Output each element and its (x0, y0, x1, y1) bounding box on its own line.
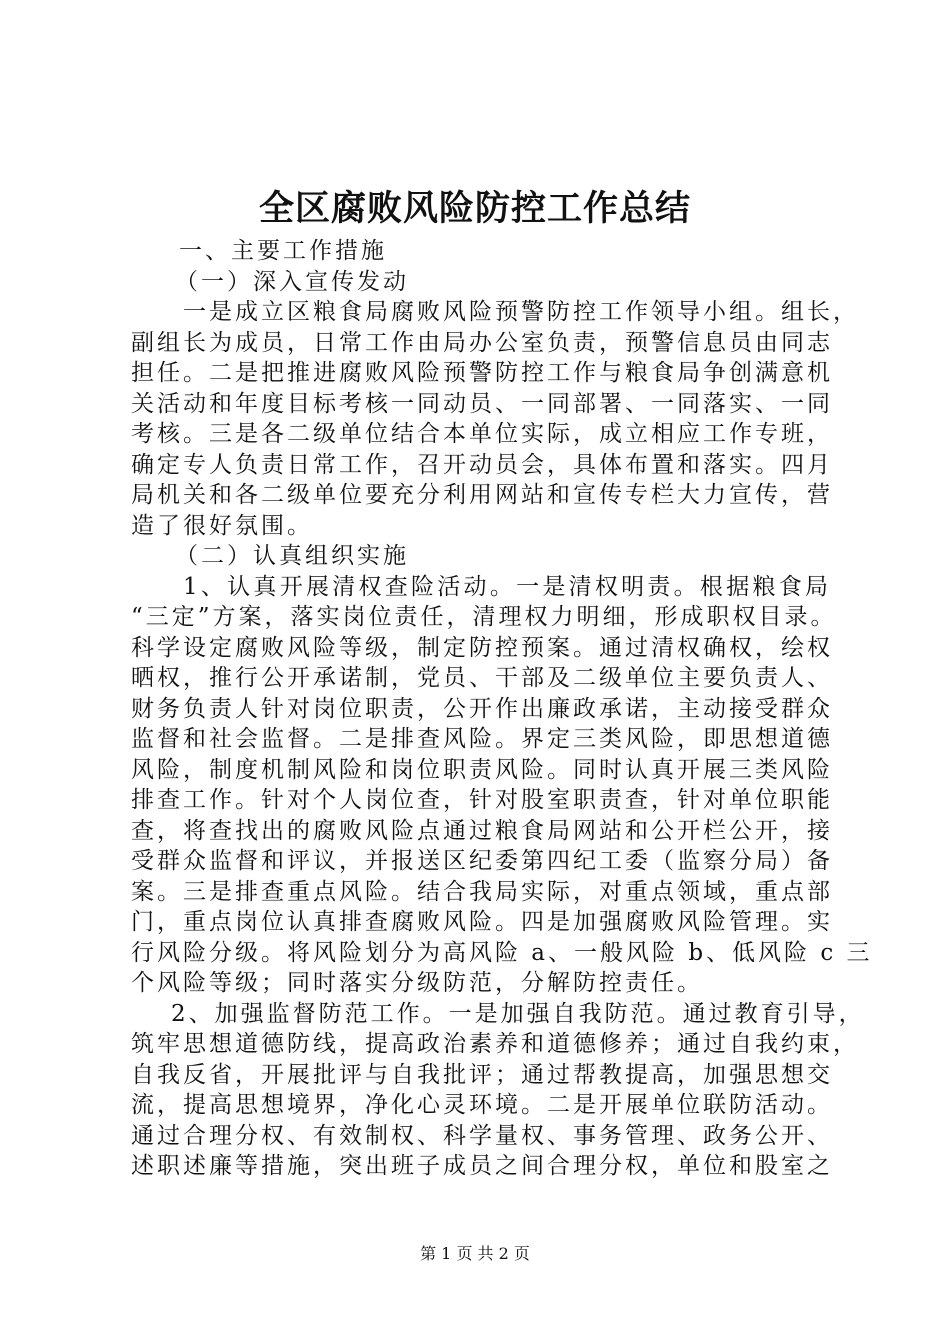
document-body (131, 236, 873, 1182)
text-line: 担任。二是把推进腐败风险预警防控工作与粮食局争创满意机 (131, 360, 833, 386)
text-line: 科学设定腐败风险等级，制定防控预案。通过清权确权，绘权 (131, 634, 833, 661)
text-line: 受群众监督和评议，并报送区纪委第四纪工委（监察分局）备 (131, 848, 833, 874)
text-line: 造了很好氛围。 (131, 512, 313, 539)
text-line: 晒权，推行公开承诺制，党员、干部及二级单位主要负责人、 (131, 665, 833, 691)
text-line: 1、认真开展清权查险活动。一是清权明责。根据粮食局 (183, 573, 831, 600)
text-line: 2、加强监督防范工作。一是加强自我防范。通过教育引导， (171, 1000, 865, 1027)
text-line: 个风险等级；同时落实分级防范，分解防控责任。 (131, 970, 703, 996)
text-line: （一）深入宣传发动 (175, 268, 409, 295)
text-line: 关活动和年度目标考核一同动员、一同部署、一同落实、一同 (131, 390, 833, 417)
text-line: 财务负责人针对岗位职责，公开作出廉政承诺，主动接受群众 (131, 695, 833, 722)
text-line: 一是成立区粮食局腐败风险预警防控工作领导小组。组长， (183, 299, 859, 325)
text-line: 自我反省，开展批评与自我批评；通过帮教提高，加强思想交 (131, 1061, 833, 1088)
document-title: 全区腐败风险防控工作总结 (258, 188, 691, 229)
text-line: 流，提高思想境界，净化心灵环境。二是开展单位联防活动。 (131, 1092, 833, 1118)
text-line: 查，将查找出的腐败风险点通过粮食局网站和公开栏公开，接 (131, 817, 833, 844)
text-line: 筑牢思想道德防线，提高政治素养和道德修养；通过自我约束， (131, 1031, 859, 1057)
text-line: 述职述廉等措施，突出班子成员之间合理分权，单位和股室之 (131, 1153, 833, 1179)
text-line: 副组长为成员，日常工作由局办公室负责，预警信息员由同志 (131, 329, 833, 356)
text-line: 监督和社会监督。二是排查风险。界定三类风险，即思想道德 (131, 726, 833, 752)
text-line: （二）认真组织实施 (175, 543, 409, 569)
text-line: 考核。三是各二级单位结合本单位实际，成立相应工作专班， (131, 421, 833, 447)
text-line: “三定”方案，落实岗位责任，清理权力明细，形成职权目录。 (131, 604, 837, 630)
text-line: 通过合理分权、有效制权、科学量权、事务管理、政务公开、 (131, 1122, 833, 1149)
text-line: 一、主要工作措施 (179, 238, 387, 264)
text-line: 案。三是排查重点风险。结合我局实际，对重点领域，重点部 (131, 878, 833, 905)
text-line: 行风险分级。将风险划分为高风险 a、一般风险 b、低风险 c 三 (131, 939, 873, 966)
text-line: 确定专人负责日常工作，召开动员会，具体布置和落实。四月 (131, 451, 833, 478)
text-line: 门，重点岗位认真排查腐败风险。四是加强腐败风险管理。实 (131, 909, 833, 935)
text-line: 排查工作。针对个人岗位查，针对股室职责查，针对单位职能 (131, 787, 833, 813)
text-line: 风险，制度机制风险和岗位职责风险。同时认真开展三类风险 (131, 756, 833, 783)
page-footer: 第 1 页 共 2 页 (420, 1244, 530, 1263)
text-line: 局机关和各二级单位要充分利用网站和宣传专栏大力宣传，营 (131, 482, 833, 508)
